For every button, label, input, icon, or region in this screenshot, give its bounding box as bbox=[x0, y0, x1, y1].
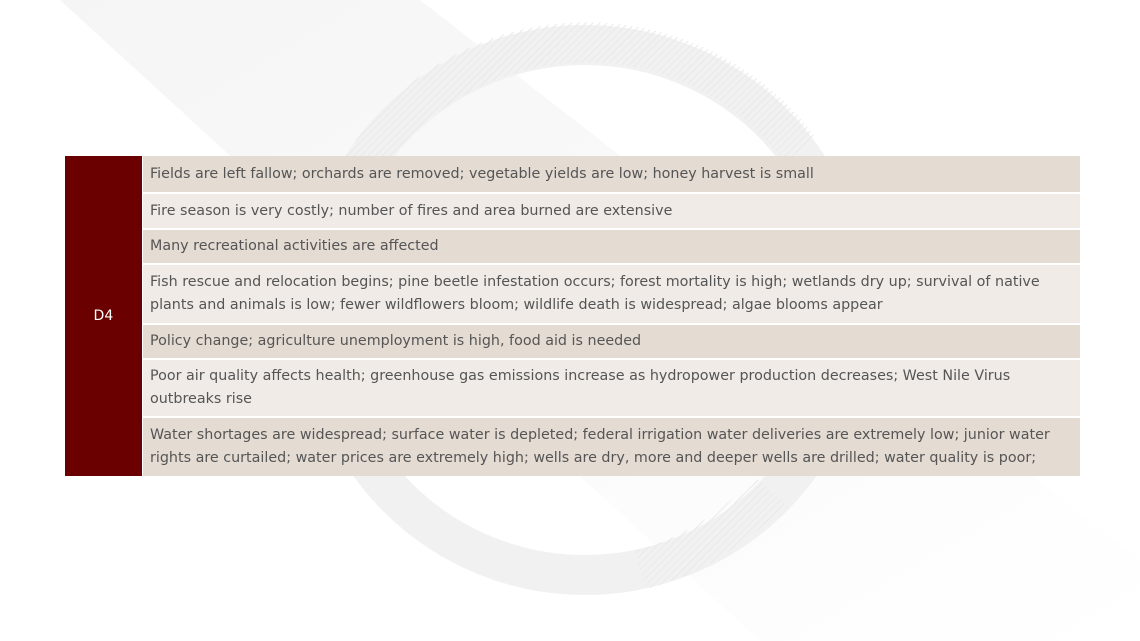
drought-level-cell bbox=[65, 156, 142, 476]
drought-level-label: D4 bbox=[93, 308, 114, 324]
impact-row-recreation: Many recreational activities are affected bbox=[142, 228, 1080, 263]
drought-impact-table bbox=[65, 156, 1080, 476]
impact-row-water: Water shortages are widespread; surface water is depleted; federal irrigation water deliveries are extremely low; junior water rights are curtailed; water prices are extremely high; wells are dry, more and deeper wells are drilled; water quality is poor; bbox=[142, 416, 1080, 476]
impact-row-ecology: Fish rescue and relocation begins; pine beetle infestation occurs; forest mortality is high; wetlands dry up; survival of native plants and animals is low; fewer wildflowers bloom; wildlife death is widespread; algae blooms appear bbox=[142, 263, 1080, 323]
impact-row-fire: Fire season is very costly; number of fires and area burned are extensive bbox=[142, 192, 1080, 228]
impact-row-policy: Policy change; agriculture unemployment is high, food aid is needed bbox=[142, 323, 1080, 358]
impact-row-agriculture: Fields are left fallow; orchards are removed; vegetable yields are low; honey harvest is small bbox=[142, 156, 1080, 192]
impact-rows bbox=[142, 156, 1080, 476]
impact-row-health: Poor air quality affects health; greenhouse gas emissions increase as hydropower production decreases; West Nile Virus outbreaks rise bbox=[142, 358, 1080, 416]
